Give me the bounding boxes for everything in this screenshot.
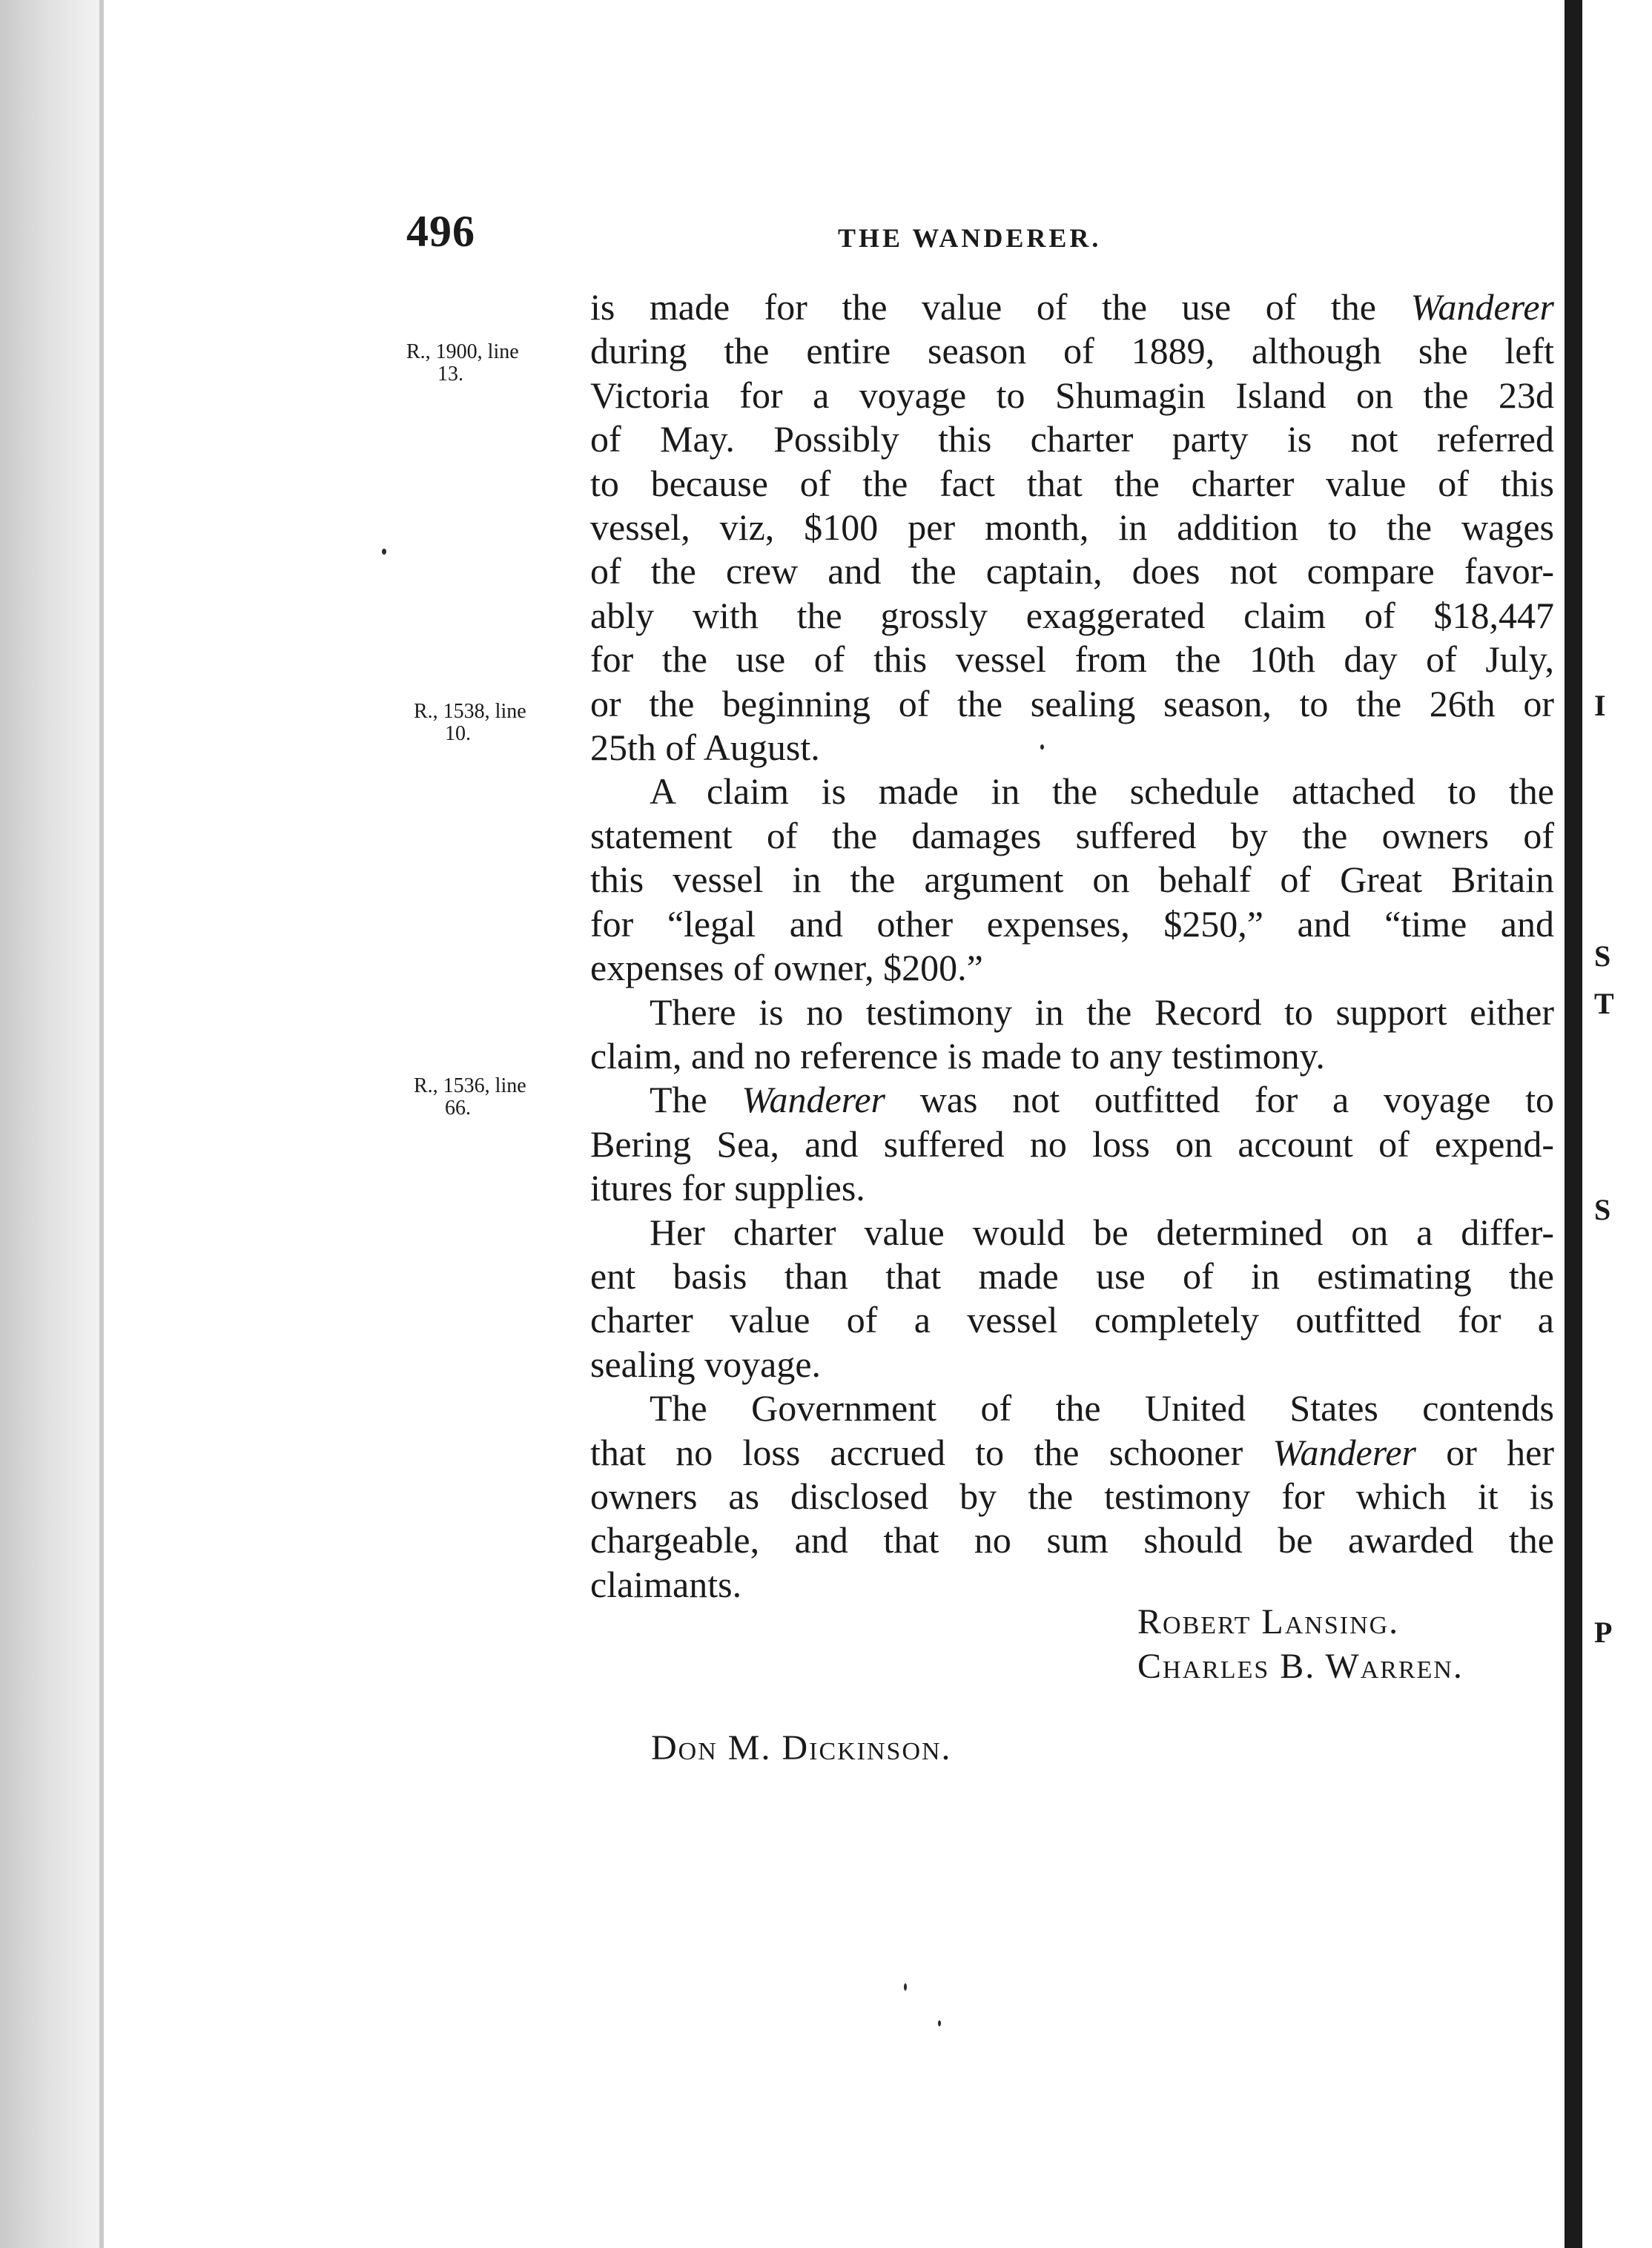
text-line: statement of the damages suffered by the owners of bbox=[590, 814, 1554, 856]
vessel-name: Wanderer bbox=[1410, 286, 1554, 328]
page-number: 496 bbox=[406, 207, 475, 256]
facing-letter: S bbox=[1594, 1193, 1611, 1226]
facing-page-edge bbox=[1582, 0, 1652, 2248]
text-line: vessel, viz, $100 per month, in addition to the wages bbox=[590, 506, 1554, 549]
text-line: There is no testimony in the Record to support either bbox=[650, 991, 1554, 1033]
scan-speck bbox=[382, 549, 386, 555]
page-edge-shadow bbox=[0, 0, 104, 2248]
scan-speck bbox=[1040, 744, 1044, 750]
text-line: chargeable, and that no sum should be awarded the bbox=[590, 1519, 1554, 1561]
facing-letter: P bbox=[1594, 1616, 1613, 1649]
text-line: for the use of this vessel from the 10th day of July, bbox=[590, 638, 1554, 681]
facing-letter: T bbox=[1594, 987, 1614, 1020]
margin-note-ref-number: 66. bbox=[445, 1097, 471, 1120]
text-line: or the beginning of the sealing season, to the 26th or bbox=[590, 682, 1554, 724]
text-line: sealing voyage. bbox=[590, 1343, 822, 1385]
text-line: itures for supplies. bbox=[590, 1167, 865, 1209]
text-line: claimants. bbox=[590, 1563, 742, 1605]
text-line: Her charter value would be determined on a differ- bbox=[650, 1211, 1554, 1253]
book-binding bbox=[1565, 0, 1582, 2248]
text-line: of the crew and the captain, does not compare favor- bbox=[590, 550, 1554, 592]
text-line: ably with the grossly exaggerated claim of $18,447 bbox=[590, 594, 1554, 636]
facing-letter: S bbox=[1594, 939, 1611, 973]
margin-note-ref bbox=[414, 1075, 607, 1120]
text-line: during the entire season of 1889, although she left bbox=[590, 330, 1554, 372]
margin-note-ref-number: 13. bbox=[437, 363, 463, 386]
text-line: that no loss accrued to the schooner Wanderer or her bbox=[590, 1431, 1555, 1473]
text-line: A claim is made in the schedule attached to the bbox=[650, 770, 1554, 813]
signature-dickinson: Don M. Dickinson. bbox=[651, 1728, 952, 1768]
margin-note-ref bbox=[414, 701, 607, 745]
body-text bbox=[590, 285, 1554, 1607]
margin-note-ref bbox=[406, 341, 599, 386]
margin-note-ref-line: R., 1538, line bbox=[414, 700, 526, 723]
text-line: Bering Sea, and suffered no loss on account of expend- bbox=[590, 1123, 1554, 1165]
vessel-name: Wanderer bbox=[741, 1079, 885, 1121]
text-line: of May. Possibly this charter party is not referred bbox=[590, 418, 1554, 460]
running-head: THE WANDERER. bbox=[838, 223, 1102, 253]
scan-speck bbox=[904, 1983, 907, 1991]
text-line: is made for the value of the use of the Wanderer bbox=[590, 286, 1554, 328]
text-line: The Wanderer was not outfitted for a voyage to bbox=[650, 1079, 1554, 1121]
text-line: ent basis than that made use of in estimating the bbox=[590, 1254, 1554, 1297]
facing-letter: I bbox=[1594, 689, 1606, 722]
text-line: to because of the fact that the charter value of this bbox=[590, 462, 1554, 504]
scan-speck bbox=[938, 2020, 941, 2026]
signature-lansing: Robert Lansing. bbox=[1137, 1602, 1400, 1642]
text-line: 25th of August. bbox=[590, 727, 820, 769]
text-line: this vessel in the argument on behalf of Great Britain bbox=[590, 859, 1554, 901]
text-line: for “legal and other expenses, $250,” and “time and bbox=[590, 902, 1554, 945]
text-line: claim, and no reference is made to any testimony. bbox=[590, 1034, 1325, 1077]
text-line: charter value of a vessel completely outfitted for a bbox=[590, 1299, 1554, 1341]
text-line: Victoria for a voyage to Shumagin Island on the 23d bbox=[590, 374, 1554, 416]
margin-note-ref-line: R., 1536, line bbox=[414, 1074, 526, 1097]
vessel-name: Wanderer bbox=[1272, 1431, 1416, 1473]
margin-note-ref-line: R., 1900, line bbox=[406, 340, 519, 363]
text-line: owners as disclosed by the testimony for which it is bbox=[590, 1475, 1554, 1517]
margin-note-ref-number: 10. bbox=[445, 722, 471, 745]
text-line: expenses of owner, $200.” bbox=[590, 947, 983, 989]
text-line: The Government of the United States contends bbox=[650, 1387, 1554, 1429]
signature-warren: Charles B. Warren. bbox=[1137, 1647, 1464, 1686]
